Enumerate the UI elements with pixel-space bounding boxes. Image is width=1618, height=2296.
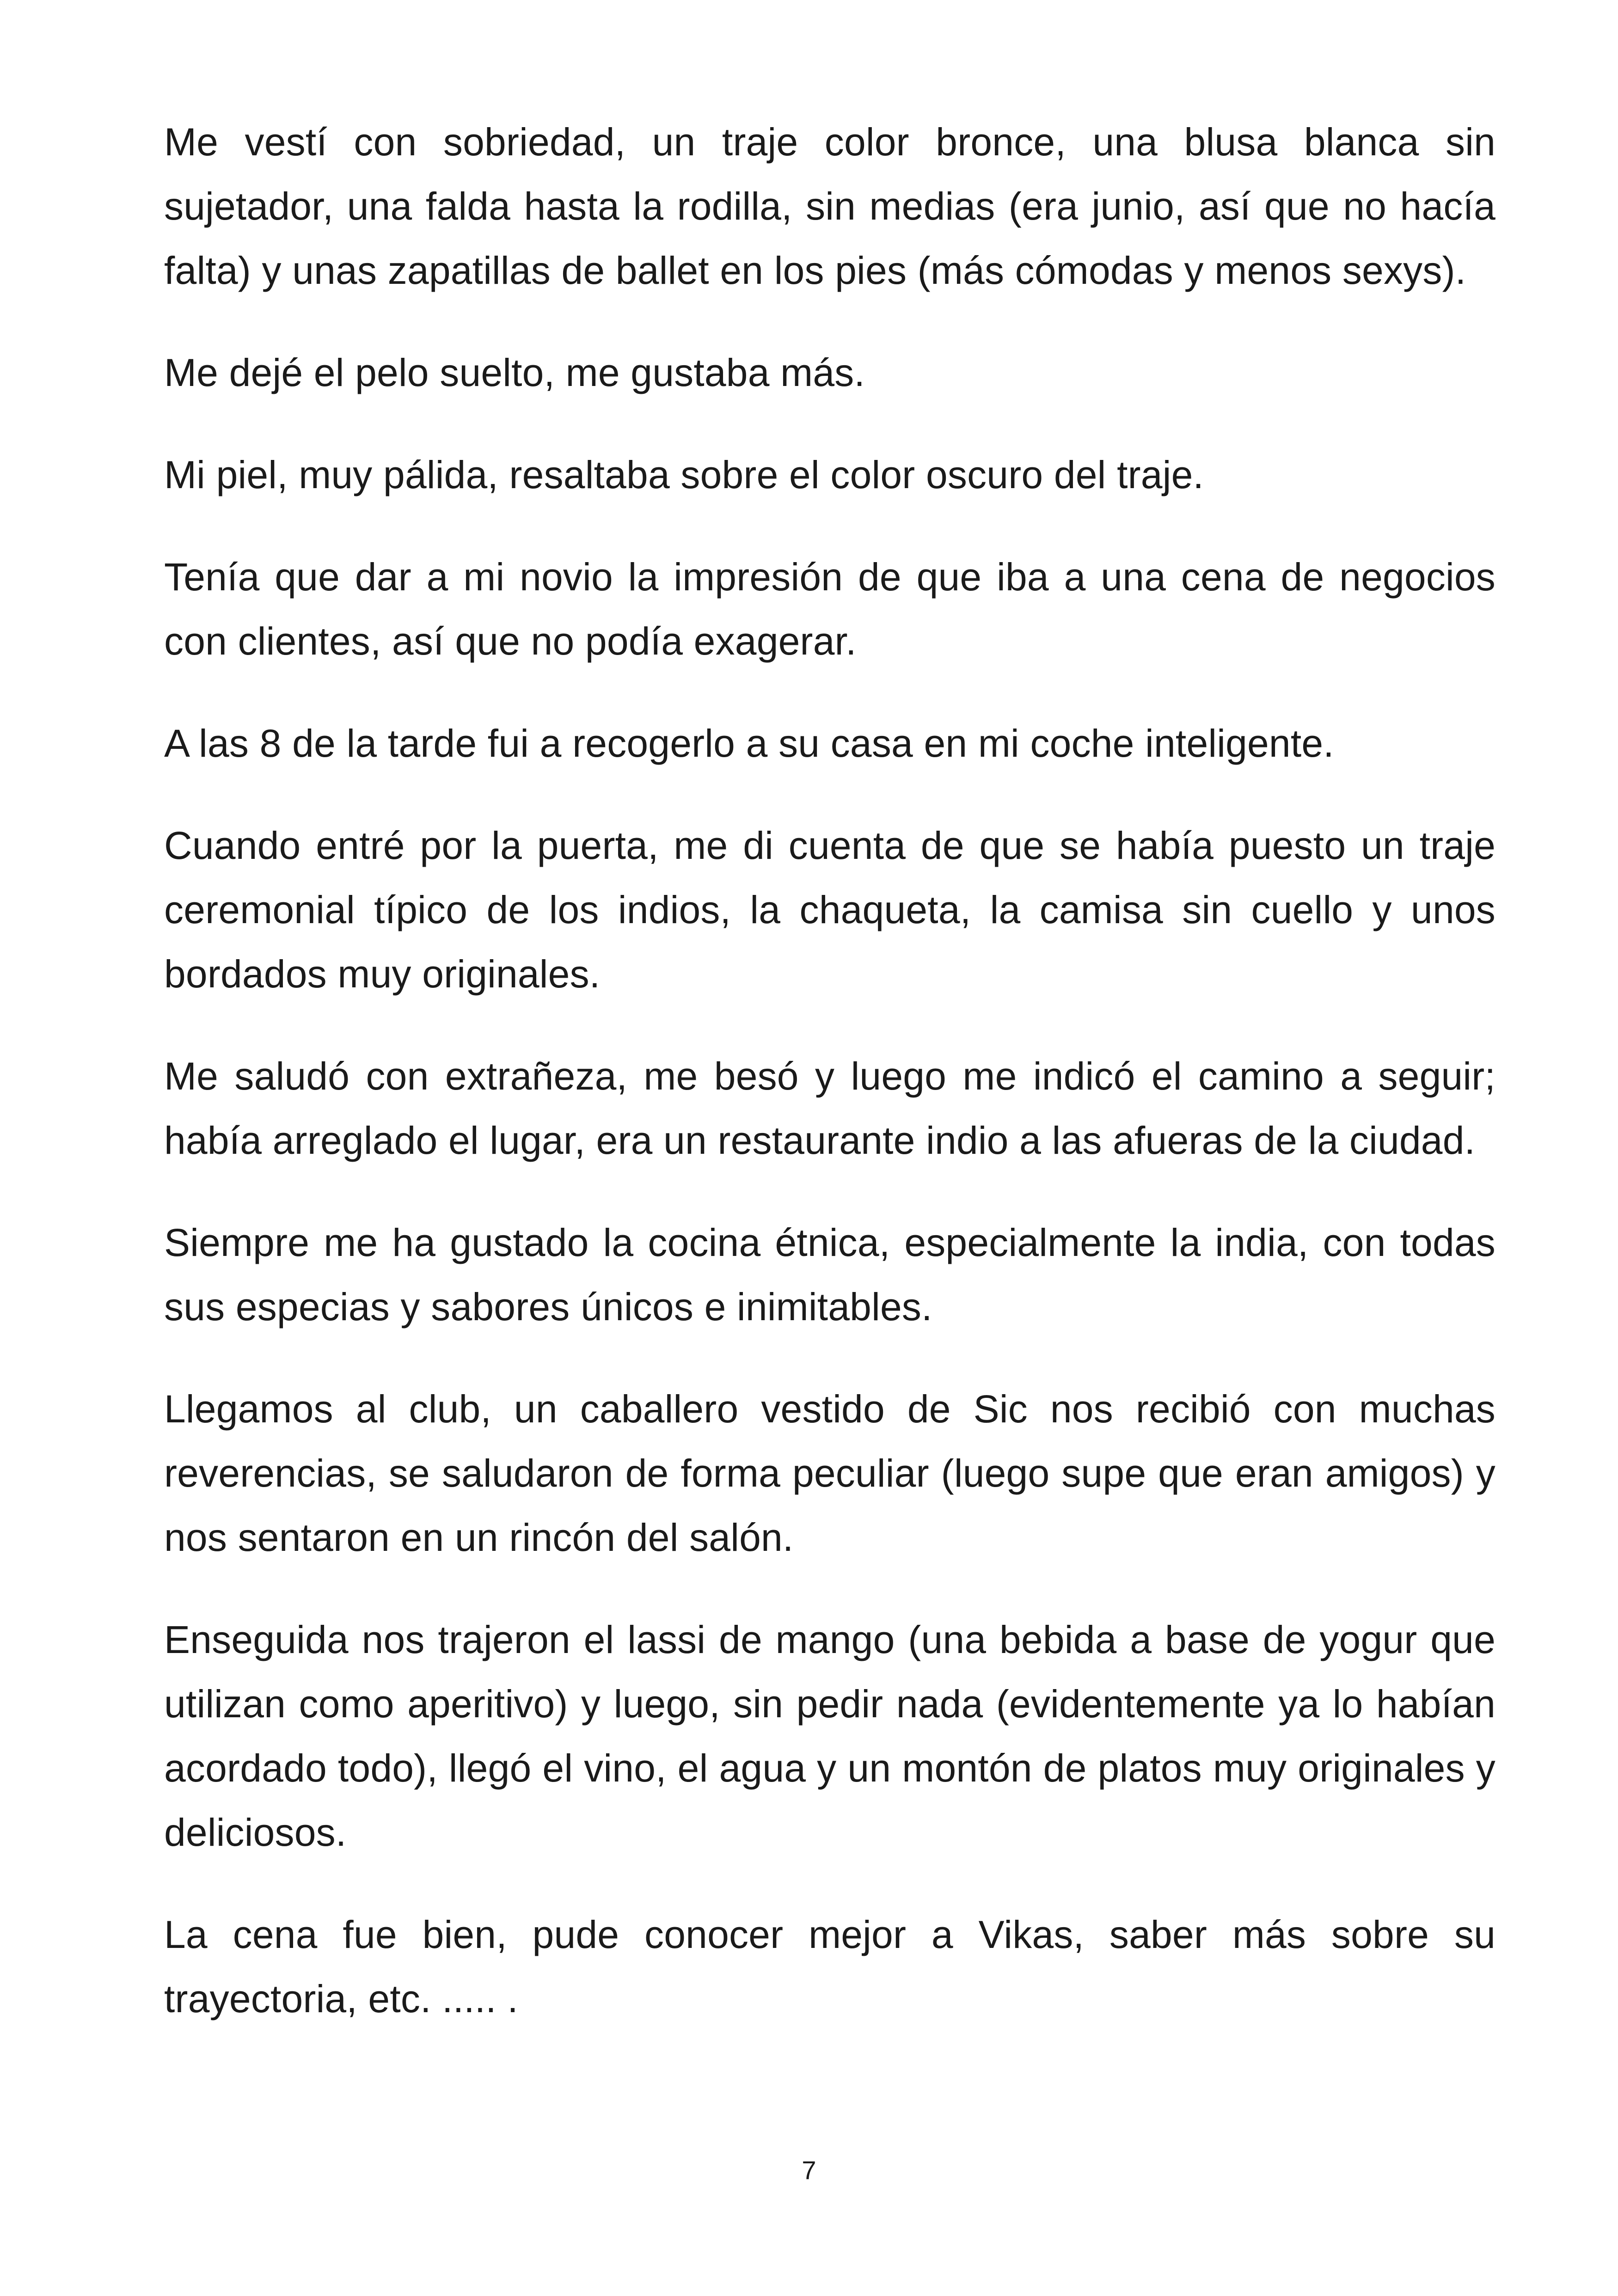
paragraph: Enseguida nos trajeron el lassi de mango (una bebida a base de yogur que utilizan como aperitivo) y luego, sin pedir nada (evidentemente ya lo habían acordado todo), llegó el vino, el agua y un montón de platos muy originales y deliciosos. <box>164 1618 1495 1854</box>
body-text <box>164 110 1495 2069</box>
paragraph: Siempre me ha gustado la cocina étnica, especialmente la india, con todas sus especias y sabores únicos e inimitables. <box>164 1221 1495 1329</box>
paragraph: Mi piel, muy pálida, resaltaba sobre el color oscuro del traje. <box>164 453 1204 496</box>
paragraph: Me dejé el pelo suelto, me gustaba más. <box>164 351 865 394</box>
paragraph: Cuando entré por la puerta, me di cuenta de que se había puesto un traje ceremonial típico de los indios, la chaqueta, la camisa sin cuello y unos bordados muy originales. <box>164 824 1495 996</box>
paragraph: Llegamos al club, un caballero vestido de Sic nos recibió con muchas reverencias, se saludaron de forma peculiar (luego supe que eran amigos) y nos sentaron en un rincón del salón. <box>164 1387 1495 1559</box>
paragraph: Me vestí con sobriedad, un traje color bronce, una blusa blanca sin sujetador, una falda hasta la rodilla, sin medias (era junio, así que no hacía falta) y unas zapatillas de ballet en los pies (más cómodas y menos sexys). <box>164 120 1495 292</box>
page-number: 7 <box>802 2155 816 2185</box>
paragraph: Tenía que dar a mi novio la impresión de que iba a una cena de negocios con clientes, así que no podía exagerar. <box>164 555 1495 663</box>
paragraph: La cena fue bien, pude conocer mejor a Vikas, saber más sobre su trayectoria, etc. ..... . <box>164 1913 1495 2020</box>
paragraph: A las 8 de la tarde fui a recogerlo a su casa en mi coche inteligente. <box>164 722 1334 765</box>
paragraph: Me saludó con extrañeza, me besó y luego me indicó el camino a seguir; había arreglado el lugar, era un restaurante indio a las afueras de la ciudad. <box>164 1054 1495 1162</box>
